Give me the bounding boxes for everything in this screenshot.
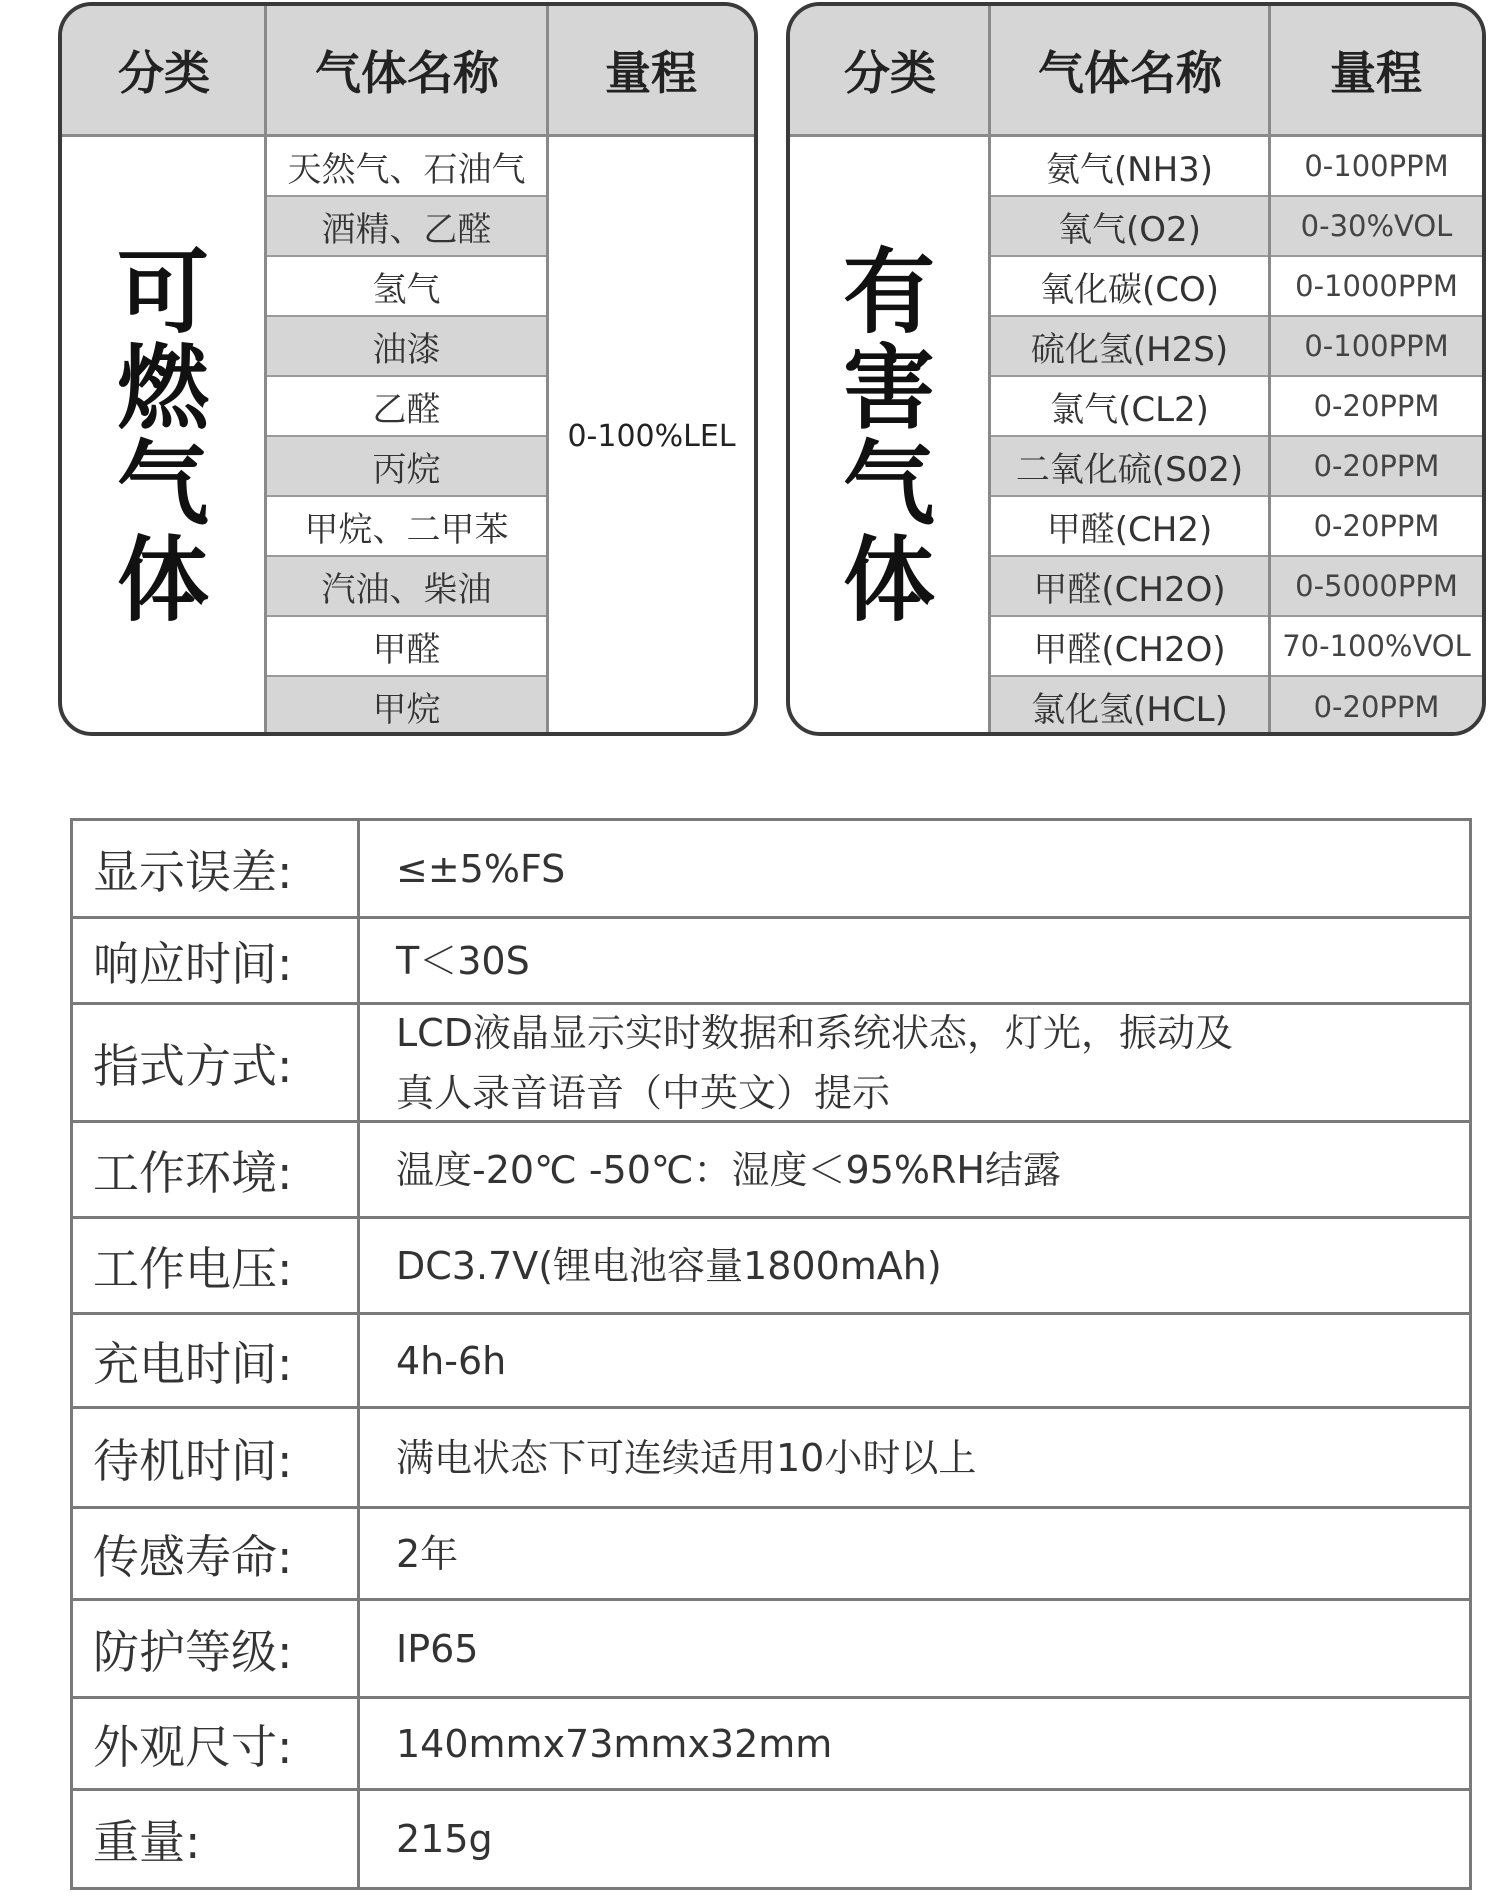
gas-row: 酒精、乙醛: [267, 197, 546, 257]
spec-row: [73, 1005, 1469, 1123]
range-cell: 0-30%VOL: [1271, 197, 1482, 257]
category-label-toxic: [790, 137, 988, 736]
gas-row: 汽油、柴油: [267, 557, 546, 617]
spec-row: [73, 1409, 1469, 1509]
spec-value: 2年: [396, 1531, 459, 1576]
spec-value-line: LCD液晶显示实时数据和系统状态，灯光，振动及: [396, 1010, 1233, 1055]
toxic-gas-table: [786, 2, 1486, 736]
gas-row: 甲烷、二甲苯: [267, 497, 546, 557]
spec-value: 满电状态下可连续适用10小时以上: [396, 1435, 977, 1480]
spec-value: 温度-20℃ -50℃：湿度＜95%RH结露: [396, 1147, 1062, 1192]
gas-row: 氯气(CL2): [991, 377, 1268, 437]
range-cell: 0-100PPM: [1271, 317, 1482, 377]
category-char: 气: [842, 430, 935, 538]
gas-row: 乙醛: [267, 377, 546, 437]
spec-value: IP65: [396, 1626, 479, 1671]
gas-row: 氧化碳(CO): [991, 257, 1268, 317]
spec-label: 传感寿命:: [93, 1529, 293, 1584]
spec-row: [73, 1123, 1469, 1219]
table-header: [790, 6, 1482, 137]
spec-value-line: 真人录音语音（中英文）提示: [396, 1070, 891, 1115]
spec-row: [73, 1601, 1469, 1699]
spec-row: [73, 1791, 1469, 1887]
gas-row: 丙烷: [267, 437, 546, 497]
range-cell: 0-20PPM: [1271, 677, 1482, 736]
range-cell: 0-20PPM: [1271, 497, 1482, 557]
spec-label: 响应时间:: [93, 936, 293, 991]
category-char: 害: [842, 334, 935, 442]
spec-label: 重量:: [93, 1815, 201, 1869]
table-header: [62, 6, 754, 137]
range-cell: 0-5000PPM: [1271, 557, 1482, 617]
spec-row: [73, 1699, 1469, 1791]
spec-value: ≤±5%FS: [396, 846, 566, 891]
header-range: 量程: [1330, 46, 1422, 100]
gas-row: 甲醛(CH2O): [991, 617, 1268, 677]
spec-row: [73, 1509, 1469, 1601]
range-cell: 0-20PPM: [1271, 377, 1482, 437]
spec-row: [73, 1219, 1469, 1315]
category-char: 燃: [116, 334, 209, 442]
category-char: 可: [116, 238, 209, 346]
range-cell: 0-20PPM: [1271, 437, 1482, 497]
category-char: 气: [116, 430, 209, 538]
spec-value: T＜30S: [396, 938, 530, 983]
gas-row: 二氧化硫(S02): [991, 437, 1268, 497]
spec-value: 140mmx73mmx32mm: [396, 1721, 833, 1766]
gas-row: 甲醛(CH2O): [991, 557, 1268, 617]
header-gas-name: 气体名称: [315, 46, 499, 100]
spec-value: [360, 1005, 1469, 1120]
spec-row: [73, 919, 1469, 1005]
spec-row: [73, 1315, 1469, 1409]
spec-label: 防护等级:: [93, 1624, 293, 1679]
header-category: 分类: [844, 46, 936, 100]
gas-row: 氢气: [267, 257, 546, 317]
gas-row: 甲醛: [267, 617, 546, 677]
spec-label: 工作环境:: [93, 1145, 293, 1200]
range-value: 0-100%LEL: [567, 419, 736, 454]
gas-row: 氧气(O2): [991, 197, 1268, 257]
gas-row: 油漆: [267, 317, 546, 377]
header-range: 量程: [605, 46, 697, 100]
gas-row: 甲醛(CH2): [991, 497, 1268, 557]
gas-row: 氯化氢(HCL): [991, 677, 1268, 736]
header-gas-name: 气体名称: [1038, 46, 1222, 100]
gas-row: 氨气(NH3): [991, 137, 1268, 197]
header-category: 分类: [118, 46, 210, 100]
gas-row: 天然气、石油气: [267, 137, 546, 197]
spec-value: 215g: [396, 1817, 493, 1861]
category-label-combustible: [62, 137, 264, 736]
spec-label: 工作电压:: [93, 1241, 293, 1296]
combustible-gas-table: [58, 2, 758, 736]
spec-row: [73, 821, 1469, 919]
spec-value: DC3.7V(锂电池容量1800mAh): [396, 1243, 942, 1288]
category-char: 体: [116, 526, 209, 634]
spec-label: 显示误差:: [93, 844, 293, 899]
spec-label: 外观尺寸:: [93, 1719, 293, 1774]
spec-label: 充电时间:: [93, 1336, 293, 1391]
spec-value: 4h-6h: [396, 1338, 507, 1383]
category-char: 有: [842, 238, 935, 346]
range-cell: 0-1000PPM: [1271, 257, 1482, 317]
range-cell: 70-100%VOL: [1271, 617, 1482, 677]
gas-row: 甲烷: [267, 677, 546, 736]
gas-row: 硫化氢(H2S): [991, 317, 1268, 377]
range-cell: 0-100PPM: [1271, 137, 1482, 197]
spec-table: [70, 818, 1472, 1890]
category-char: 体: [842, 526, 935, 634]
spec-label: 指式方式:: [93, 1038, 293, 1093]
spec-label: 待机时间:: [93, 1433, 293, 1488]
